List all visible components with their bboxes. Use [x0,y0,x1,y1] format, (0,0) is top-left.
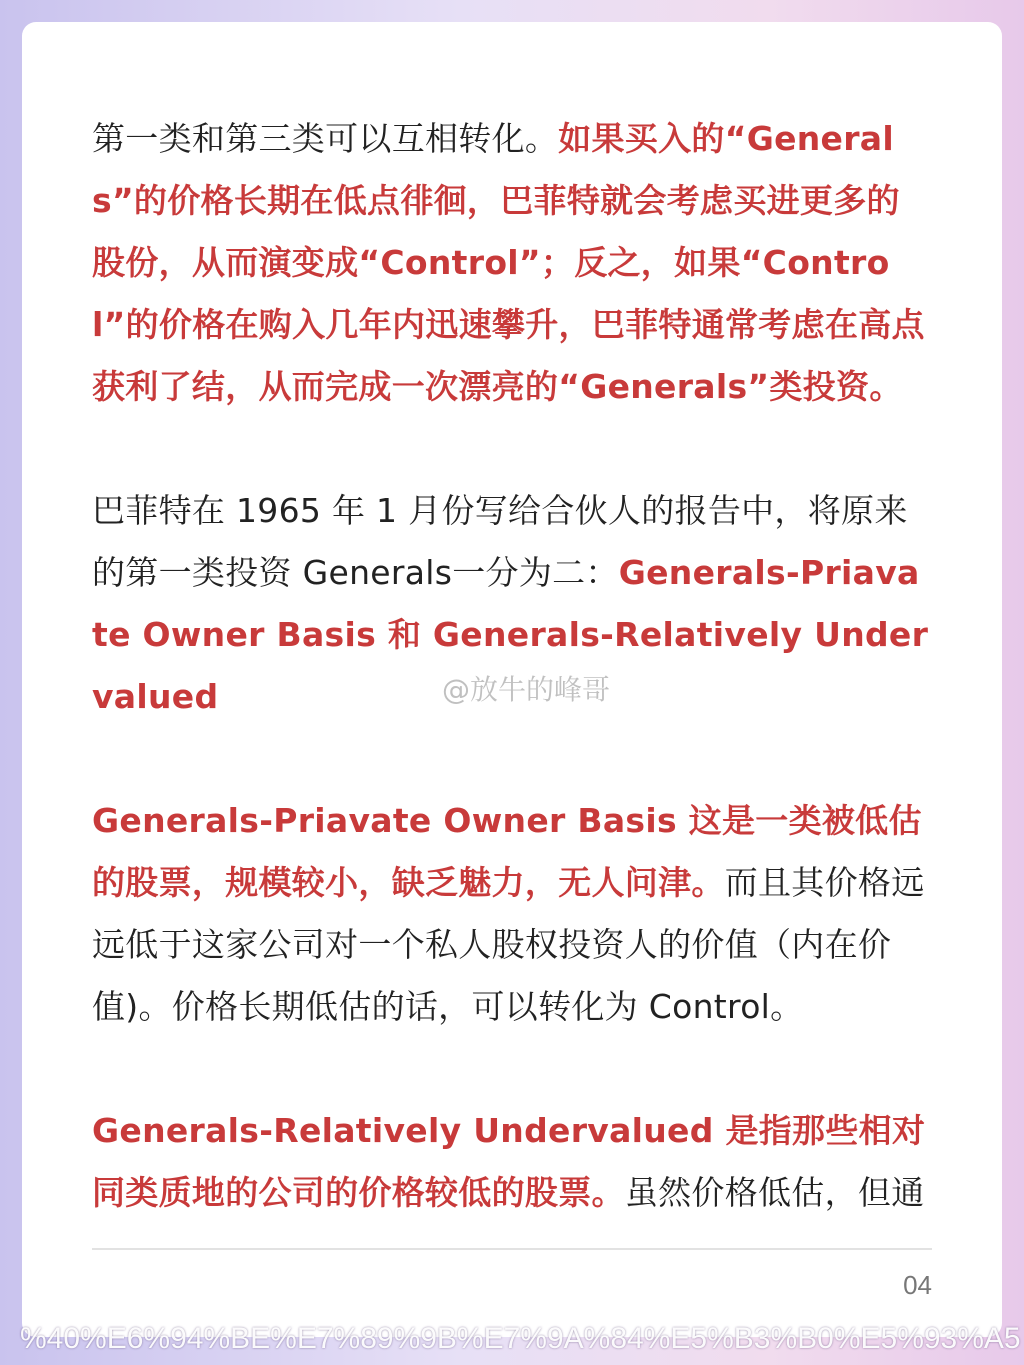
paragraph-1 [92,108,932,418]
paragraph-4 [92,1100,932,1224]
paragraph-2-text: 巴菲特在 1965 年 1 月份写给合伙人的报告中，将原来的第一类投资 Generals一分为二： [92,491,908,592]
footer-divider [92,1248,932,1250]
watermark-bottom: %40%E6%94%BE%E7%89%9B%E7%9A%84%E5%B3%B0%E5%93%A5 [20,1322,1021,1355]
paragraph-3-highlight: Generals-Priavate Owner Basis 这是一类被低估的股票，规模较小，缺乏魅力，无人问津。 [92,801,922,902]
watermark-center: @放牛的峰哥 [442,673,611,706]
paragraph-1-highlight: 如果买入的“Generals”的价格长期在低点徘徊，巴菲特就会考虑买进更多的股份，从而演变成“Control”；反之，如果“Control”的价格在购入几年内迅速攀升，巴菲特通常考虑在高点获利了结，从而完成一次漂亮的“Generals”类投资。 [92,119,925,406]
paragraph-1-text: 第一类和第三类可以互相转化。 [92,119,559,158]
paragraph-2-highlight: Generals-Priavate Owner Basis 和 Generals-Relatively Undervalued [92,553,929,716]
paragraph-4-highlight: Generals-Relatively Undervalued 是指那些相对同类质地的公司的价格较低的股票。 [92,1111,926,1212]
page-number: 04 [903,1270,932,1300]
paragraph-4-text: 虽然价格低估，但通 [624,1173,925,1212]
paragraph-3 [92,790,932,1038]
paragraph-3-text: 而且其价格远远低于这家公司对一个私人股权投资人的价值（内在价值)。价格长期低估的话，可以转化为 Control。 [92,863,925,1026]
